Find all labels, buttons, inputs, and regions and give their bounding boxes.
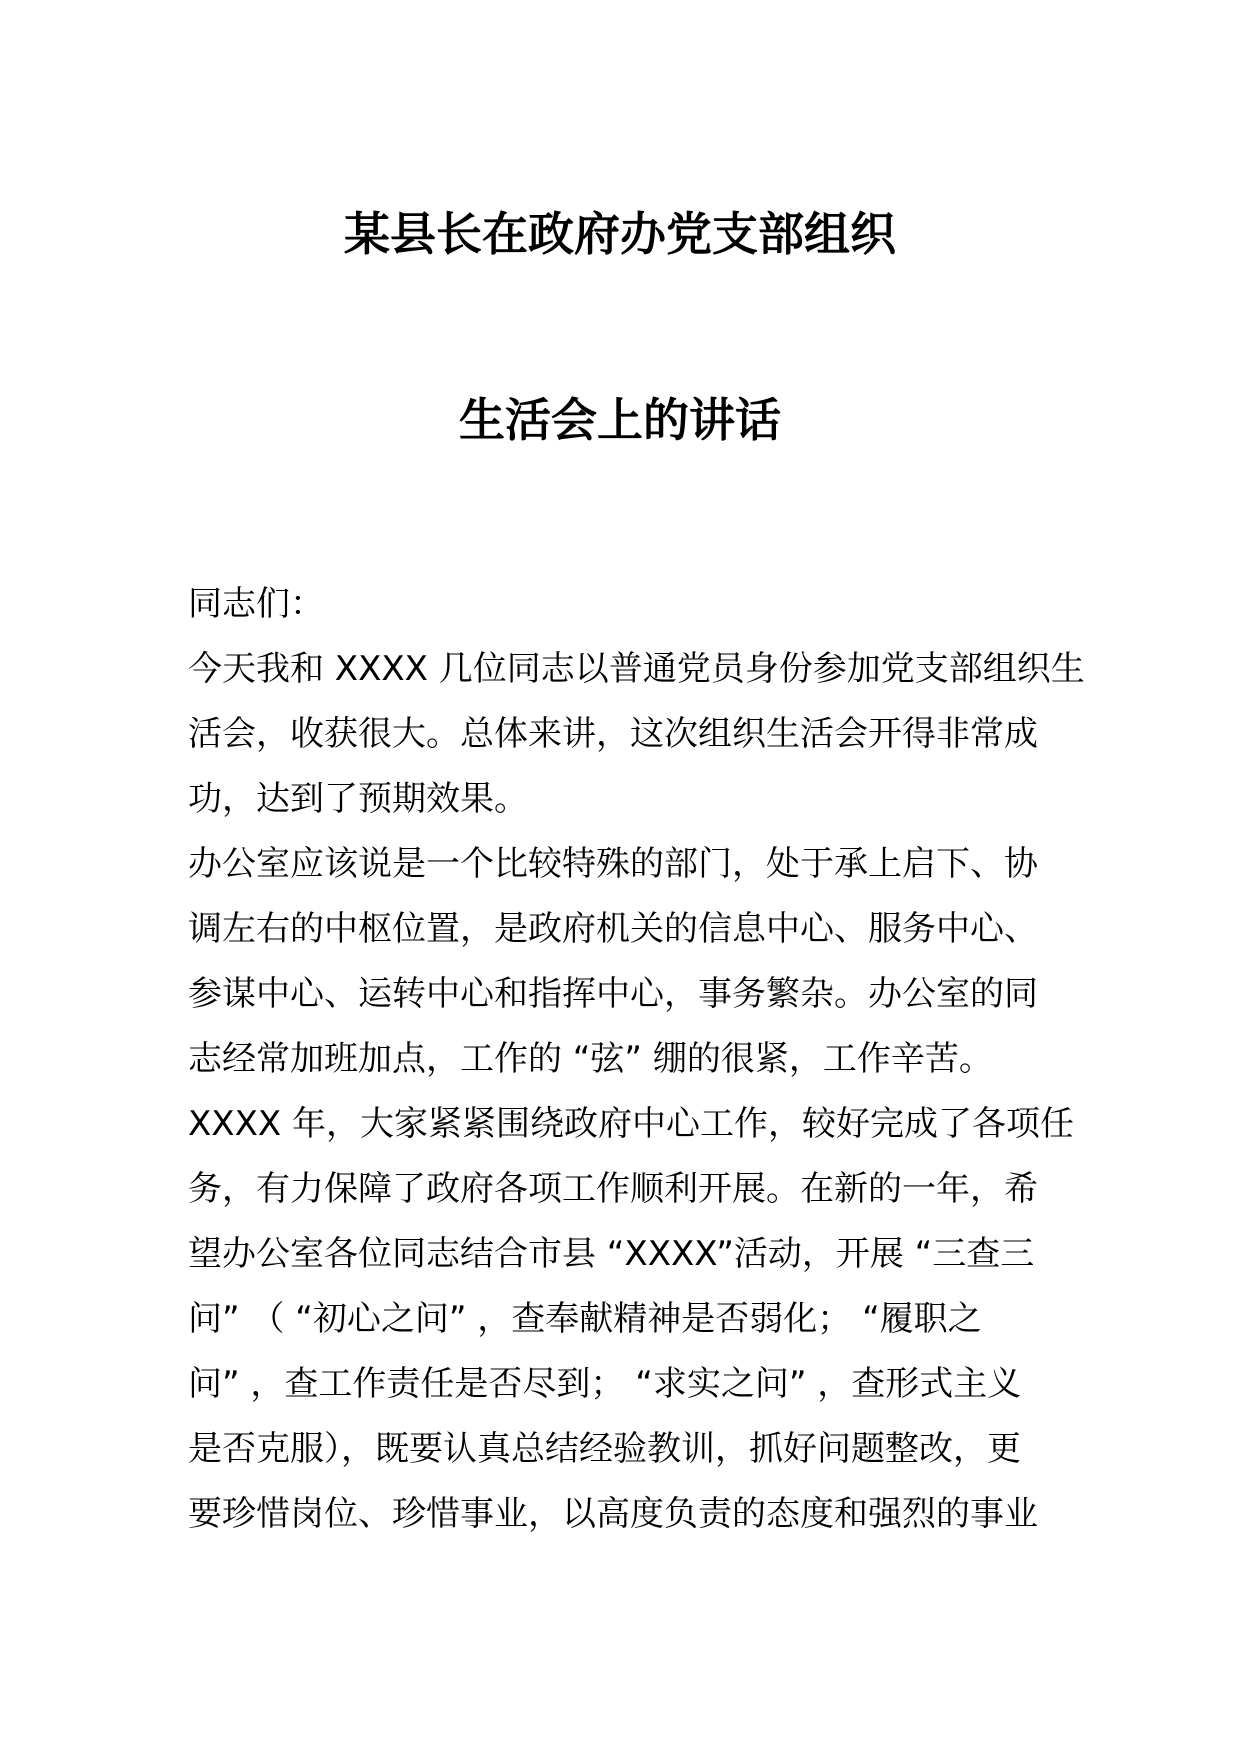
body-line: 今天我和 XXXX 几位同志以普通党员身份参加党支部组织生 [188,649,1085,689]
body-line: 务，有力保障了政府各项工作顺利开展。在新的一年，希 [188,1169,1038,1209]
body-line: XXXX 年，大家紧紧围绕政府中心工作，较好完成了各项任 [188,1104,1074,1144]
document-title-line-2: 生活会上的讲话 [459,393,781,447]
document-body [188,572,1085,1547]
body-line: 办公室应该说是一个比较特殊的部门，处于承上启下、协 [188,844,1038,884]
body-line: 要珍惜岗位、珍惜事业，以高度负责的态度和强烈的事业 [188,1494,1038,1534]
body-line: 调左右的中枢位置，是政府机关的信息中心、服务中心、 [188,909,1038,949]
body-line: 参谋中心、运转中心和指挥中心，事务繁杂。办公室的同 [188,974,1038,1014]
body-line: 活会，收获很大。总体来讲，这次组织生活会开得非常成 [188,714,1038,754]
body-line: 志经常加班加点，工作的 “弦” 绷的很紧，工作辛苦。 [188,1039,993,1079]
body-line: 望办公室各位同志结合市县 “XXXX”活动，开展 “三查三 [188,1234,1035,1274]
body-line: 问” ，查工作责任是否尽到； “求实之问” ，查形式主义 [188,1364,1022,1404]
body-line: 问” （ “初心之问” ，查奉献精神是否弱化； “履职之 [188,1299,982,1339]
body-line: 功，达到了预期效果。 [188,779,528,819]
body-line: 同志们： [188,584,324,624]
document-title-line-1: 某县长在政府办党支部组织 [344,207,896,261]
body-line: 是否克服），既要认真总结经验教训，抓好问题整改，更 [188,1429,1021,1469]
